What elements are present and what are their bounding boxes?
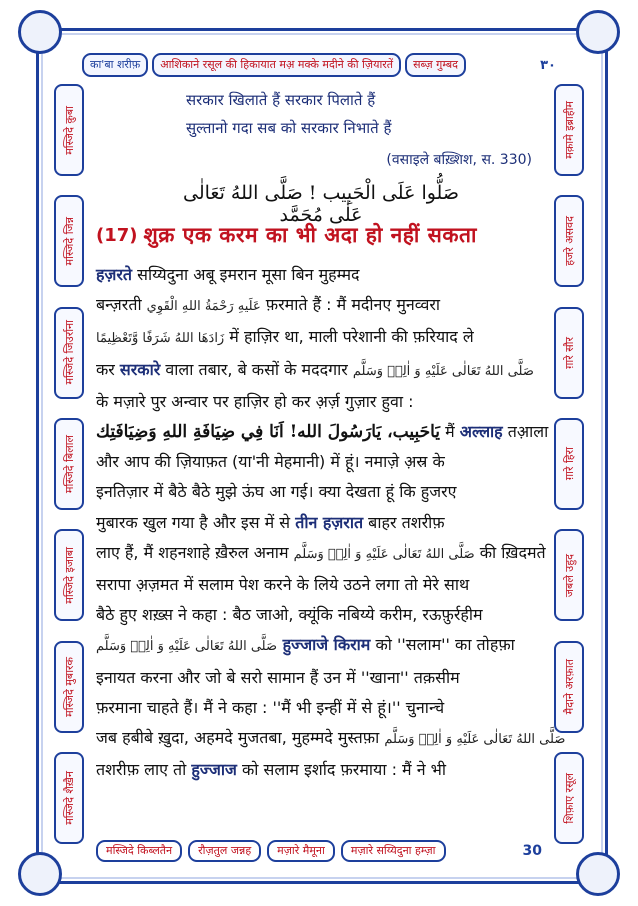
left-tab: मस्जिदे मुबारक (54, 641, 84, 733)
corner-ornament (18, 10, 62, 54)
header-page-number: ۳۰ (540, 57, 556, 73)
header-tab-kaaba: का'बा शरीफ़ (82, 53, 148, 77)
page-content (96, 86, 566, 826)
right-tab: ग़ारे हिरा (554, 418, 584, 510)
text-line: मुबारक खुल गया है और इस में से तीन हज़रात बाहर तशरीफ़ (96, 512, 445, 532)
text-line: बन्ज़रती عَلَيهِ رَحْمَةُ اللهِ الْقَوِي फ़रमाते हैं : मैं मदीनए मुनव्वरा (96, 295, 441, 315)
poem (186, 86, 391, 142)
right-tab: जबले उहुद (554, 529, 584, 621)
heading-number: (17) (96, 224, 138, 246)
poem-line: सुल्तानो गदा सब को सरकार निभाते हैं (186, 119, 392, 137)
header-tab-green-dome: सब्ज़ गुम्बद (405, 53, 466, 77)
text-line: يَاحَبِيب، يَارَسُولَ الله! اَنَا فِي ضِيَافَةِ اللهِ وَضِيَافَتِك मैं अल्लाह तआ़ला (96, 422, 549, 443)
left-tab: मस्जिदे शैख़ैन (54, 752, 84, 844)
footer-tab: मज़ारे मैमूना (267, 840, 335, 862)
text-line: इनतिज़ार में बैठे बैठे मुझे ऊंघ आ गई। क्या देखता हूं कि हुजरए (96, 482, 457, 502)
footer-bar (96, 840, 542, 862)
right-side-tabs (554, 84, 584, 844)
text-line: زَادَهَا اللهُ شَرَفًا وَّتَعْظِيمًا में हाज़िर था, माली परेशानी की फ़रियाद ले (96, 327, 474, 347)
text-line: सरापा अ़ज़मत में सलाम पेश करने के लिये उठने लगा तो मेरे साथ (96, 575, 470, 595)
text-line: इनायत करना और जो बे सरो सामान हैं उन में ''खाना'' तक़सीम (96, 667, 460, 687)
story-paragraph (96, 260, 566, 785)
salat-line: صَلُّوا عَلَى الْحَبِيب ! صَلَّى اللهُ تَعَالٰی عَلٰی مُحَمَّد (183, 182, 459, 226)
footer-tab: मस्जिदे किब्लतैन (96, 840, 182, 862)
left-tab: मस्जिदे जिउर्राना (54, 307, 84, 399)
text-line: हज़रते सय्यिदुना अबू इमरान मूसा बिन मुहम्मद (96, 265, 360, 284)
story-heading (96, 218, 542, 252)
text-line: صَلَّى اللهُ تَعَالٰى عَلَيْهِ وَ اٰلِهٖ وَسَلَّم हुज्जाजे किराम को ''सलाम'' का तोहफ़ा (96, 635, 515, 655)
text-line: कर सरकारे वाला तबार, बे कसों के मददगार صَلَّى اللهُ تَعَالٰى عَلَيْهِ وَ اٰلِهٖ وَسَلَّم (96, 359, 534, 379)
text-line: बैठे हुए शख़्स ने कहा : बैठ जाओ, क्यूंकि नबिय्ये करीम, रऊफ़ुर्रहीम (96, 605, 483, 625)
citation: (वसाइले बख़्शिश, स. 330) (386, 152, 532, 168)
poem-line: सरकार खिलाते हैं सरकार पिलाते हैं (186, 91, 376, 109)
left-tab: मस्जिदे क़ुबा (54, 84, 84, 176)
text-line: लाए हैं, मैं शहनशाहे ख़ैरुल अनाम صَلَّى اللهُ تَعَالٰى عَلَيْهِ وَ اٰلِهٖ وَسَلَّم की ख़िदमते (96, 542, 546, 562)
right-tab: शिफ़ाए रसूल (554, 752, 584, 844)
right-tab: ग़ारे सौर (554, 307, 584, 399)
corner-ornament (576, 852, 620, 896)
text-line: फ़रमाना चाहते हैं। मैं ने कहा : ''मैं भी इन्हीं में से हूं।'' चुनान्चे (96, 697, 445, 717)
footer-page-number: 30 (522, 843, 542, 859)
text-line: के मज़ारे पुर अन्वार पर हाज़िर हो कर अ़र्ज़ गुज़ार हुवा : (96, 391, 414, 411)
header-tab-book-title: आशिकाने रसूल की हिकायात मअ़ मक्के मदीने की ज़ियारतें (152, 53, 401, 77)
left-tab: मस्जिदे बिलाल (54, 418, 84, 510)
text-line: जब हबीबे ख़ुदा, अहमदे मुजतबा, मुहम्मदे मुस्तफ़ा صَلَّى اللهُ تَعَالٰى عَلَيْهِ وَ اٰلِهٖ وَسَلَّم (96, 728, 566, 748)
text-line: तशरीफ़ लाए तो हुज्जाज को सलाम इर्शाद फ़रमाया : मैं ने भी (96, 760, 447, 780)
right-tab: मक़ामे इब्राहीम (554, 84, 584, 176)
text-line: और आप की ज़ियाफ़त (या'नी मेहमानी) में हूं। नमाज़े अ़स्र के (96, 452, 445, 472)
corner-ornament (18, 852, 62, 896)
header-bar (82, 52, 556, 78)
left-tab: मस्जिदे जिन्न (54, 195, 84, 287)
heading-title: शुक्र एक करम का भी अदा हो नहीं सकता (143, 223, 477, 247)
left-side-tabs (54, 84, 84, 844)
right-tab: हजरे असवद (554, 195, 584, 287)
corner-ornament (576, 10, 620, 54)
left-tab: मस्जिदे इजाबा (54, 529, 84, 621)
footer-tab: रौज़तुल जन्नह (188, 840, 261, 862)
footer-tab: मज़ारे सय्यिदुना हम्ज़ा (341, 840, 446, 862)
right-tab: मैदाने अरफ़ात (554, 641, 584, 733)
